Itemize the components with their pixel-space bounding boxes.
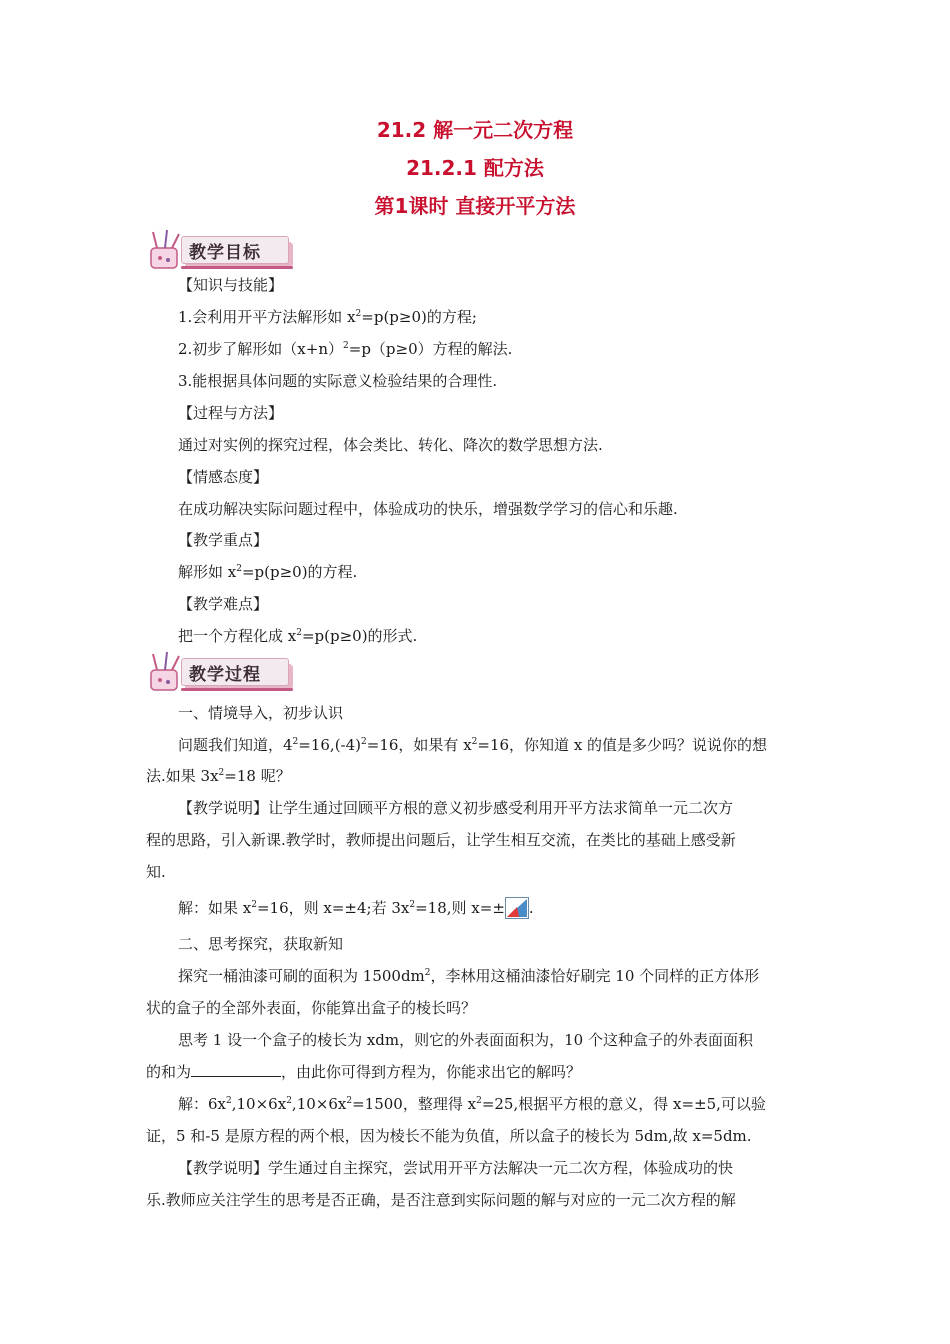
goal-item-1: 1.会利用开平方法解形如 $x^2=p(p\ge 0)$的方程; xyxy=(178,308,477,326)
teaching-note-1-line-1: 【教学说明】让学生通过回顾平方根的意义初步感受利用开平方法求简单一元二次方 xyxy=(178,799,734,817)
think-1-line-1: 思考 1 设一个盒子的棱长为 xdm，则它的外表面面积为，10 个这种盒子的外表面面积 xyxy=(178,1031,753,1049)
think-1-line-2: 的和为 ，由此你可得到方程为，你能求出它的解吗？ xyxy=(146,1063,582,1081)
teaching-note-1-line-3: 知. xyxy=(146,863,166,881)
teaching-note-2-line-2: 乐.教师应关注学生的思考是否正确，是否注意到实际问题的解与对应的一元二次方程的解 xyxy=(146,1191,736,1209)
pen-holder-icon xyxy=(145,650,189,694)
teaching-note-1-line-2: 程的思路，引入新课.教学时，教师提出问题后，让学生相互交流，在类比的基础上感受新 xyxy=(146,831,736,849)
solution-2-line-2: 证，5 和-5 是原方程的两个根，因为棱长不能为负值，所以盒子的棱长为 5dm,故 x=5dm. xyxy=(146,1127,752,1145)
exploration-line-1: 探究一桶油漆可刷的面积为 $1500dm^2$，李林用这桶油漆恰好刷完 10 个同样的正方体形 xyxy=(178,967,760,985)
exploration-line-2: 状的盒子的全部外表面，你能算出盒子的棱长吗？ xyxy=(146,999,477,1017)
method-text: 通过对实例的探究过程，体会类比、转化、降次的数学思想方法. xyxy=(178,436,603,454)
subsection-title: 21.2.1 配方法 xyxy=(406,156,544,180)
goals-section-badge xyxy=(145,228,295,272)
process-section-badge xyxy=(145,650,295,694)
method-heading: 【过程与方法】 xyxy=(178,404,284,422)
knowledge-heading: 【知识与技能】 xyxy=(178,276,284,294)
section-title: 21.2 解一元二次方程 xyxy=(376,118,574,142)
goal-item-2: 2.初步了解形如$(x+n)^2=p(p\ge 0)$方程的解法. xyxy=(178,340,513,358)
emotion-text: 在成功解决实际问题过程中，体验成功的快乐，增强数学学习的信心和乐趣. xyxy=(178,500,678,518)
answer-blank xyxy=(191,1062,281,1077)
step-1-heading: 一、情境导入，初步认识 xyxy=(178,704,344,722)
lesson-title: 第1课时 直接开平方法 xyxy=(374,194,576,218)
goal-item-3: 3.能根据具体问题的实际意义检验结果的合理性. xyxy=(178,372,498,390)
teaching-note-2-line-1: 【教学说明】学生通过自主探究，尝试用开平方法解决一元二次方程，体验成功的快 xyxy=(178,1159,734,1177)
step-2-heading: 二、思考探究，获取新知 xyxy=(178,935,344,953)
process-section-label: 教学过程 xyxy=(189,665,261,685)
solution-2-line-1: 解：$6x^2,10\times 6x^2,10\times 6x^2=1500$，整理得 $x^2=25$,根据平方根的意义，得 x=±5,可以验 xyxy=(178,1095,766,1113)
formula-image-icon xyxy=(505,897,529,919)
question-line-2: 法.如果 $3x^2=18$ 呢？ xyxy=(146,767,291,785)
difficulty-text: 把一个方程化成 $x^2=p(p\ge 0)$的形式. xyxy=(178,627,418,645)
difficulty-heading: 【教学难点】 xyxy=(178,595,269,613)
key-point-text: 解形如 $x^2=p(p\ge 0)$的方程. xyxy=(178,563,358,581)
solution-1: 解：如果 $x^2=16$，则 x=±4;若 $3x^2=18$,则 x=± . xyxy=(178,899,534,917)
emotion-heading: 【情感态度】 xyxy=(178,468,269,486)
key-point-heading: 【教学重点】 xyxy=(178,531,269,549)
pen-holder-icon xyxy=(145,228,189,272)
goals-section-label: 教学目标 xyxy=(189,243,261,263)
question-line-1: 问题我们知道，$4^2=16,(-4)^2=16$，如果有 $x^2=16$，你知道 x 的值是多少吗？说说你的想 xyxy=(178,736,768,754)
